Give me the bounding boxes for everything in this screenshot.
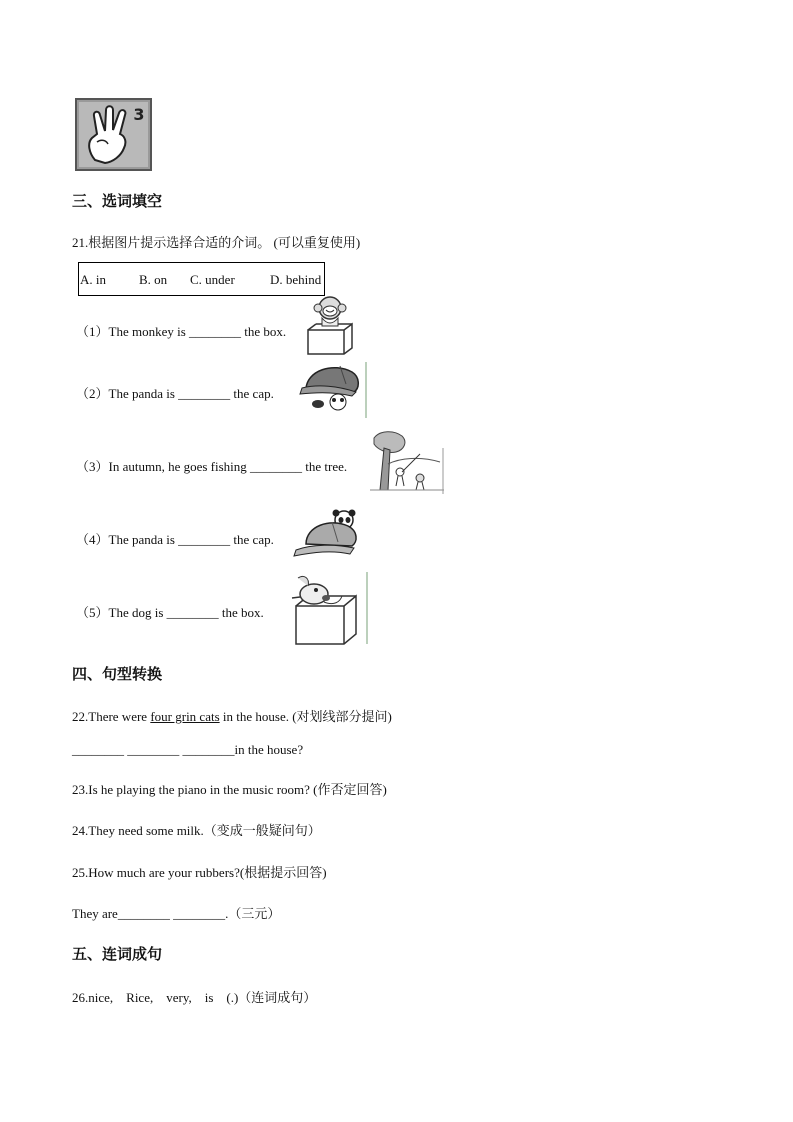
hand-three-fingers-icon bbox=[75, 98, 152, 171]
panda-under-cap-image bbox=[294, 360, 370, 418]
question-21-item-3: （3）In autumn, he goes fishing ________ the tree. bbox=[76, 459, 348, 474]
question-21-item-4: （4）The panda is ________ the cap. bbox=[76, 532, 274, 547]
question-25-answer-line: They are________ ________.（三元） bbox=[72, 906, 281, 921]
question-22 bbox=[72, 706, 392, 725]
question-23: 23.Is he playing the piano in the music room? (作否定回答) bbox=[72, 782, 387, 797]
dog-in-box-image bbox=[290, 572, 370, 646]
question-25: 25.How much are your rubbers?(根据提示回答) bbox=[72, 865, 327, 880]
section-4-heading: 四、句型转换 bbox=[72, 665, 163, 683]
section-3-heading: 三、选词填空 bbox=[72, 192, 163, 210]
question-24: 24.They need some milk.（变成一般疑问句） bbox=[72, 823, 321, 838]
question-21-item-2: （2）The panda is ________ the cap. bbox=[76, 386, 274, 401]
question-21-prompt: 21.根据图片提示选择合适的介词。 (可以重复使用) bbox=[72, 235, 361, 250]
option-b: B. on bbox=[139, 272, 168, 287]
question-26: 26.nice, Rice, very, is (.)（连词成句） bbox=[72, 990, 317, 1005]
question-22-underlined-phrase: four grin cats bbox=[150, 709, 220, 724]
option-a: A. in bbox=[80, 272, 106, 287]
question-22-text-pre: 22.There were bbox=[72, 709, 151, 724]
panda-behind-cap-image bbox=[292, 508, 364, 566]
option-c: C. under bbox=[190, 272, 235, 287]
fishing-under-tree-image bbox=[370, 428, 444, 494]
question-21-item-5: （5）The dog is ________ the box. bbox=[76, 605, 264, 620]
question-21-item-1: （1）The monkey is ________ the box. bbox=[76, 324, 287, 339]
section-5-heading: 五、连词成句 bbox=[72, 945, 163, 963]
question-22-text-post: in the house. (对划线部分提问) bbox=[219, 709, 392, 724]
monkey-on-box-image bbox=[302, 294, 358, 356]
question-22-answer-line: ________ ________ ________in the house? bbox=[72, 742, 304, 757]
svg-text:3: 3 bbox=[133, 105, 145, 124]
option-d: D. behind bbox=[270, 272, 322, 287]
